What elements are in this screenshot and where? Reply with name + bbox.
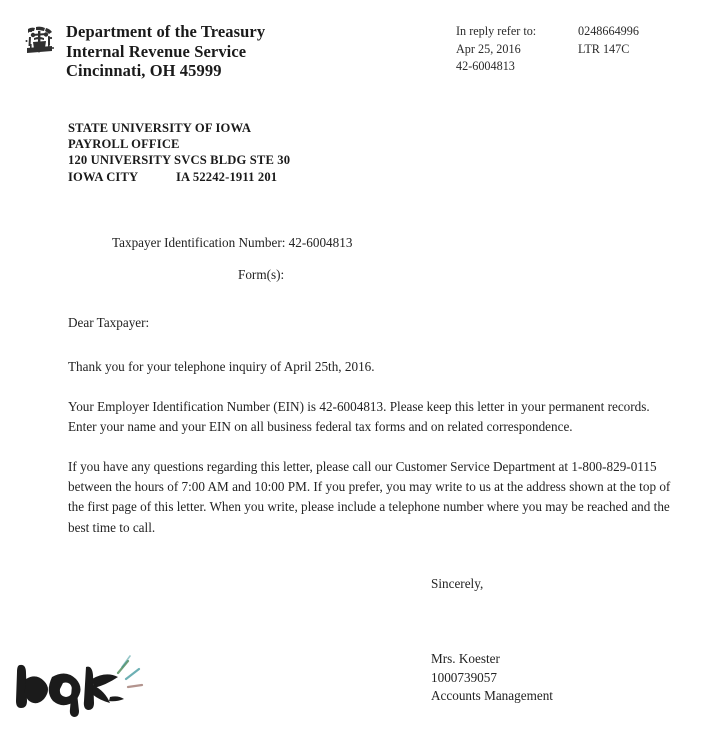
address-line-street: 120 UNIVERSITY SVCS BLDG STE 30 — [68, 153, 291, 168]
agency-name-block — [66, 22, 265, 81]
address-state-zip: IA 52242-1911 201 — [176, 169, 278, 184]
agency-line-city: Cincinnati, OH 45999 — [66, 61, 222, 80]
signer-id-number: 1000739057 — [431, 669, 497, 685]
letter-body — [68, 313, 678, 538]
handwritten-scribble-icon — [6, 645, 156, 725]
taxpayer-identification-line: Taxpayer Identification Number: 42-6004813 — [112, 235, 353, 250]
signer-department: Accounts Management — [431, 688, 553, 703]
signer-name: Mrs. Koester — [431, 651, 500, 666]
body-paragraph-contact-info: If you have any questions regarding this letter, please call our Customer Service Department at 1-800-829-0115 between the hours of 7:00 AM and 10:00 PM. If you prefer, you may write to us at the address shown at the top of the first page of this letter. When you write, please include a telephone number where you may be reached and the best time to call. — [68, 458, 671, 535]
reference-label-reply-refer: In reply refer to: — [456, 24, 537, 38]
address-line-organization: STATE UNIVERSITY OF IOWA — [68, 121, 252, 135]
address-line-city-state-zip — [68, 169, 290, 185]
body-paragraph-thank-you: Thank you for your telephone inquiry of April 25th, 2016. — [68, 359, 375, 375]
letterhead — [22, 22, 265, 81]
reply-reference-block — [456, 23, 639, 76]
reference-label-date: Apr 25, 2016 — [456, 41, 521, 56]
agency-line-irs: Internal Revenue Service — [66, 41, 247, 61]
reference-label-ein: 42-6004813 — [456, 59, 515, 73]
signature-block — [431, 650, 553, 706]
forms-line: Form(s): — [238, 267, 285, 282]
reference-value-control-number: 0248664996 — [578, 24, 639, 38]
reference-row — [456, 23, 639, 41]
reference-row — [456, 41, 639, 59]
irs-seal-icon — [22, 24, 56, 56]
body-paragraph-ein-confirmation: Your Employer Identification Number (EIN) is 42-6004813. Please keep this letter in your permanent records. Enter your name and your EIN on all business federal tax forms and on related correspondence. — [68, 398, 650, 435]
salutation: Dear Taxpayer: — [68, 315, 150, 330]
reference-value-letter-code: LTR 147C — [578, 41, 630, 56]
recipient-address-block — [68, 120, 290, 185]
address-city: IOWA CITY — [68, 169, 139, 184]
address-line-department: PAYROLL OFFICE — [68, 137, 180, 152]
agency-line-treasury: Department of the Treasury — [66, 22, 266, 41]
reference-row — [456, 58, 639, 76]
valediction: Sincerely, — [431, 576, 484, 591]
